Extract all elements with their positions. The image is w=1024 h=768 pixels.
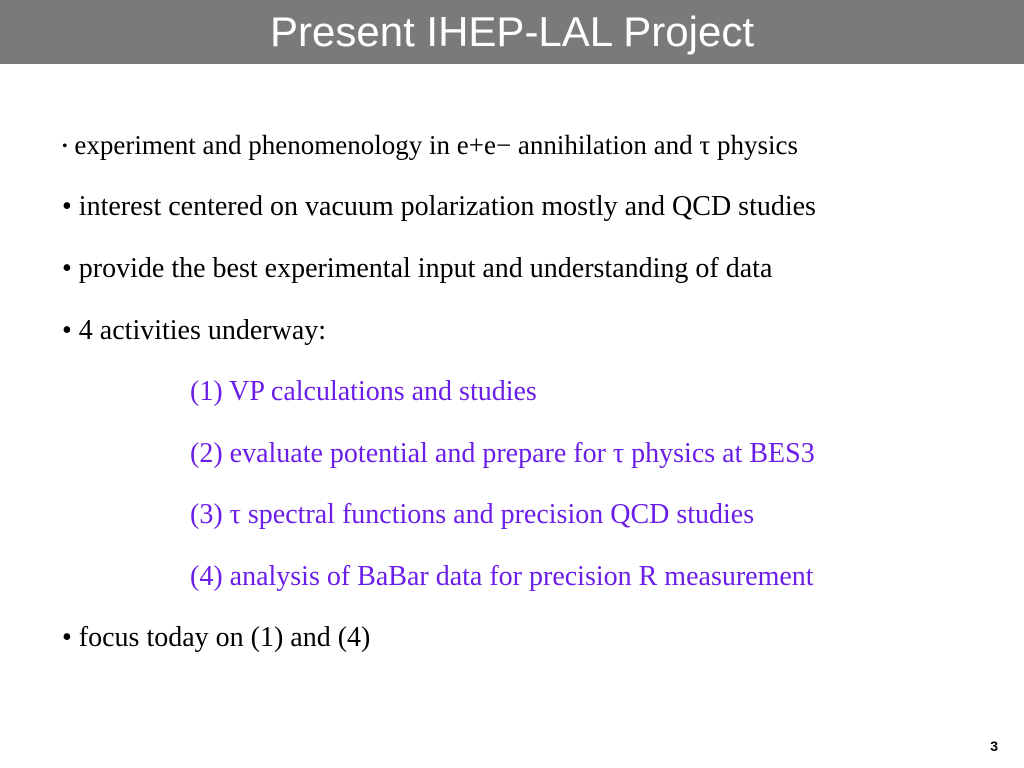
page-number: 3 <box>990 738 998 754</box>
title-bar <box>0 0 1024 64</box>
bullet-experiment-text: experiment and phenomenology in e+e− annihilation and τ physics <box>74 130 798 160</box>
bullet-provide: • provide the best experimental input and understanding of data <box>62 253 773 284</box>
activity-item: (2) evaluate potential and prepare for τ physics at BES3 <box>190 438 815 469</box>
bullet-experiment <box>62 128 798 164</box>
bullet-activities: • 4 activities underway: <box>62 315 327 346</box>
bullet-focus: • focus today on (1) and (4) <box>62 622 371 653</box>
activity-item: (3) τ spectral functions and precision QCD studies <box>190 499 755 530</box>
bullet-interest: • interest centered on vacuum polarization mostly and QCD studies <box>62 191 816 222</box>
bullet-dot: • <box>62 138 68 155</box>
slide-title: Present IHEP-LAL Project <box>270 8 754 55</box>
activity-item: (1) VP calculations and studies <box>190 376 537 407</box>
activity-item: (4) analysis of BaBar data for precision R measurement <box>190 561 814 592</box>
